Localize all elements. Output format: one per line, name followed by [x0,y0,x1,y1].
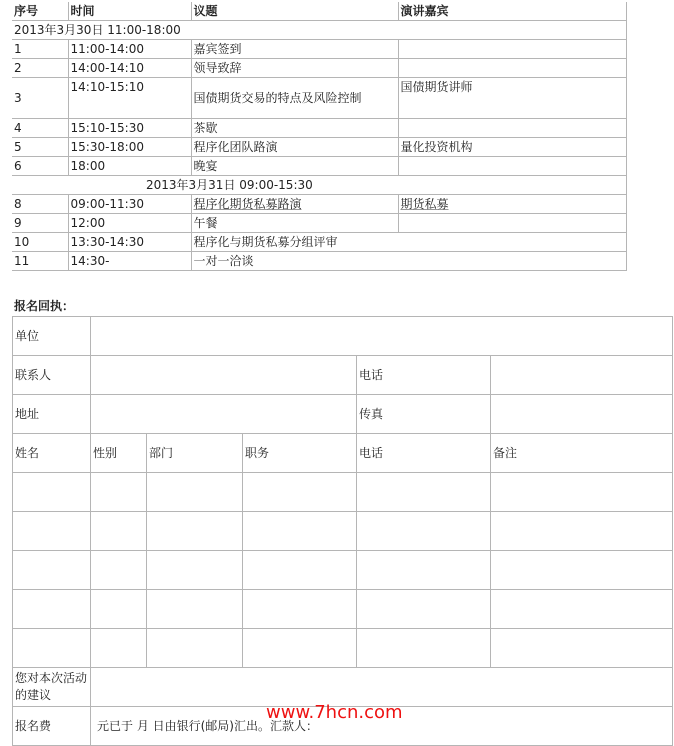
row-no: 4 [12,119,68,138]
cell-input[interactable] [357,473,491,512]
row-no: 9 [12,214,68,233]
cell-input[interactable] [147,629,243,668]
row-time: 15:30-18:00 [68,138,191,157]
attendee-row [13,551,673,590]
col-name: 姓名 [13,434,91,473]
cell-input[interactable] [491,473,673,512]
day2-row [12,176,626,195]
table-row [12,78,626,119]
col-department: 部门 [147,434,243,473]
table-row [12,252,626,271]
table-row [12,214,626,233]
row-no: 11 [12,252,68,271]
attendee-row [13,473,673,512]
fax-label: 传真 [357,395,491,434]
row-time: 13:30-14:30 [68,233,191,252]
header-time: 时间 [68,2,191,21]
attendee-header-row [13,434,673,473]
header-no: 序号 [12,2,68,21]
unit-label: 单位 [13,317,91,356]
unit-field[interactable] [91,317,673,356]
row-topic: 程序化与期货私募分组评审 [191,233,626,252]
row-time: 09:00-11:30 [68,195,191,214]
schedule-table [12,2,627,271]
row-time: 15:10-15:30 [68,119,191,138]
fee-label: 报名费 [13,707,91,746]
cell-input[interactable] [147,590,243,629]
cell-input[interactable] [357,551,491,590]
table-row [12,59,626,78]
header-topic: 议题 [191,2,398,21]
cell-input[interactable] [243,473,357,512]
cell-input[interactable] [491,590,673,629]
row-time: 18:00 [68,157,191,176]
cell-input[interactable] [13,590,91,629]
row-time: 14:30- [68,252,191,271]
col-phone: 电话 [357,434,491,473]
cell-input[interactable] [91,512,147,551]
cell-input[interactable] [357,512,491,551]
watermark: www.7hcn.com [266,702,403,723]
cell-input[interactable] [13,629,91,668]
row-time: 14:00-14:10 [68,59,191,78]
row-time: 14:10-15:10 [68,78,191,119]
cell-input[interactable] [243,590,357,629]
fee-text[interactable]: 元已于 月 日由银行(邮局)汇出。汇款人： [91,707,673,746]
header-speaker: 演讲嘉宾 [398,2,626,21]
cell-input[interactable] [491,551,673,590]
col-position: 职务 [243,434,357,473]
row-no: 8 [12,195,68,214]
row-speaker: 期货私募 [398,195,626,214]
cell-input[interactable] [243,512,357,551]
phone-field[interactable] [491,356,673,395]
row-topic: 领导致辞 [191,59,398,78]
registration-form-table [12,316,673,746]
row-speaker [398,119,626,138]
table-row [12,119,626,138]
row-speaker [398,40,626,59]
row-speaker: 国债期货讲师 [398,78,626,119]
attendee-row [13,590,673,629]
table-row [12,195,626,214]
address-row [13,395,673,434]
phone-label: 电话 [357,356,491,395]
row-topic: 国债期货交易的特点及风险控制 [191,78,398,119]
attendee-row [13,629,673,668]
table-row [12,40,626,59]
table-row [12,157,626,176]
cell-input[interactable] [91,590,147,629]
cell-input[interactable] [491,629,673,668]
col-remarks: 备注 [491,434,673,473]
cell-input[interactable] [13,512,91,551]
row-topic: 茶歇 [191,119,398,138]
cell-input[interactable] [147,512,243,551]
contact-row [13,356,673,395]
day2-label: 2013年3月31日 09:00-15:30 [12,176,626,195]
row-topic: 程序化期货私募路演 [191,195,398,214]
row-speaker [398,157,626,176]
day1-label: 2013年3月30日 11:00-18:00 [12,21,626,40]
cell-input[interactable] [357,590,491,629]
fax-field[interactable] [491,395,673,434]
row-time: 11:00-14:00 [68,40,191,59]
day1-row [12,21,626,40]
row-topic: 午餐 [191,214,398,233]
row-time: 12:00 [68,214,191,233]
row-topic: 程序化团队路演 [191,138,398,157]
row-topic: 嘉宾签到 [191,40,398,59]
table-row [12,233,626,252]
attendee-row [13,512,673,551]
cell-input[interactable] [243,551,357,590]
row-speaker [398,59,626,78]
unit-row [13,317,673,356]
row-no: 2 [12,59,68,78]
col-gender: 性别 [91,434,147,473]
cell-input[interactable] [13,473,91,512]
row-no: 6 [12,157,68,176]
row-no: 1 [12,40,68,59]
cell-input[interactable] [147,551,243,590]
suggestion-row [13,668,673,707]
suggestion-field[interactable] [91,668,673,707]
address-field[interactable] [91,395,357,434]
cell-input[interactable] [243,629,357,668]
cell-input[interactable] [91,629,147,668]
form-title: 报名回执： [14,299,75,313]
cell-input[interactable] [357,629,491,668]
row-no: 5 [12,138,68,157]
cell-input[interactable] [13,551,91,590]
contact-label: 联系人 [13,356,91,395]
row-topic: 一对一洽谈 [191,252,626,271]
row-speaker [398,214,626,233]
cell-input[interactable] [491,512,673,551]
table-row [12,138,626,157]
suggestion-label: 您对本次活动的建议 [13,668,91,707]
row-topic: 晚宴 [191,157,398,176]
row-speaker: 量化投资机构 [398,138,626,157]
schedule-header-row [12,2,626,21]
address-label: 地址 [13,395,91,434]
contact-field[interactable] [91,356,357,395]
cell-input[interactable] [91,473,147,512]
row-no: 3 [12,78,68,119]
cell-input[interactable] [147,473,243,512]
cell-input[interactable] [91,551,147,590]
row-no: 10 [12,233,68,252]
